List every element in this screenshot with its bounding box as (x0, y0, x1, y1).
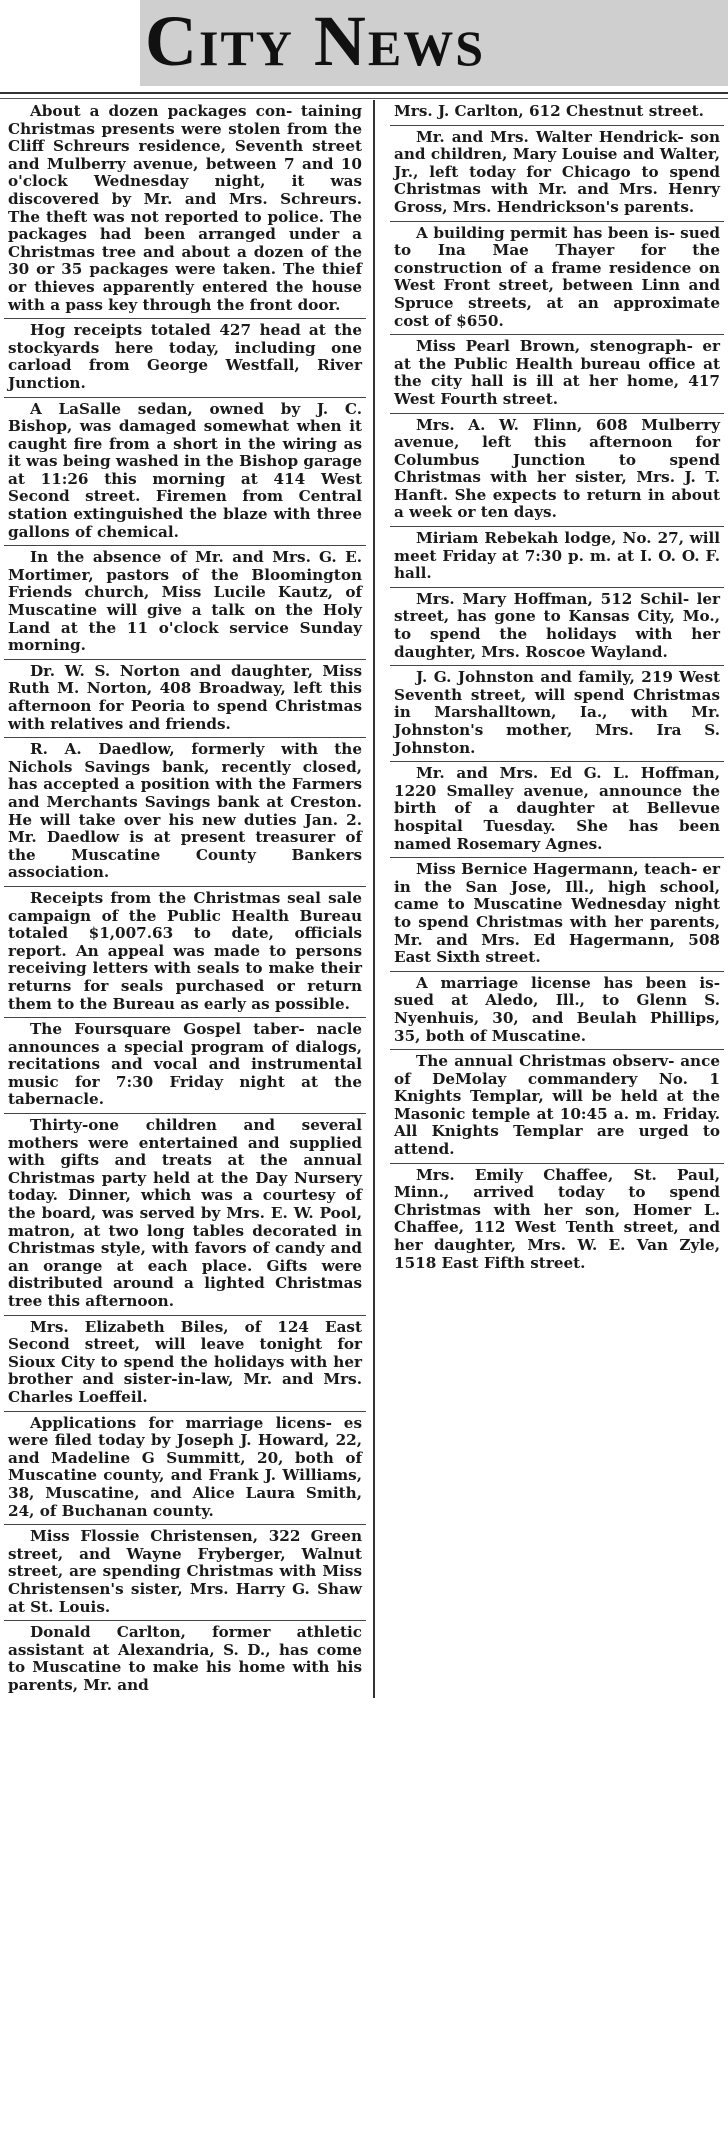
news-item-body: taining Christmas presents were stolen from the Cliff Schreurs residence, Seventh street and Mulberry avenue, between 7 and 10 o'clock Wednesday night, it was discovered by Mr. and Mrs. Schreurs. The theft was not reported to police. The packages had been arranged under a Christmas tree and about a dozen of the 30 or 35 packages were taken. The thief or thieves apparently entered the house with a pass key through the front door. (8, 102, 363, 314)
news-item (4, 1525, 366, 1621)
news-item (4, 319, 366, 397)
news-item-body: Miss Ruth M. Norton, 408 Broadway, left this afternoon for Peoria to spend Christmas with relatives and friends. (8, 661, 363, 733)
news-item-lead: Receipts from the Christmas (30, 888, 281, 907)
news-item-body: avenue, left this afternoon for Columbus Junction to spend Christmas with her sister, Mrs. J. T. Hanft. She expects to return in about a week or ten days. (394, 433, 720, 522)
news-item-lead: Miss Flossie Christensen, 322 (30, 1527, 301, 1546)
news-item (4, 738, 366, 887)
news-item-lead: The Foursquare Gospel taber- (30, 1020, 305, 1039)
news-item (4, 660, 366, 738)
news-item-lead: A LaSalle sedan, owned by J. C. (30, 399, 362, 418)
news-item-body: Mrs. J. Carlton, 612 Chestnut street. (394, 102, 704, 120)
news-item (4, 100, 366, 319)
news-item-body: son and children, Mary Louise and Walter, Jr., left today for Chicago to spend Christmas with Mr. and Mrs. Henry Gross, Mrs. Hendrickson's parents. (394, 127, 721, 216)
news-item-body: ance of DeMolay commandery No. 1 Knights Templar, will be held at the Masonic temple at 10:45 a. m. Friday. All Knights Templar are urged to attend. (394, 1052, 721, 1159)
news-item-lead: Mrs. A. W. Flinn, 608 Mulberry (416, 415, 720, 434)
news-item (4, 1316, 366, 1412)
news-item-lead: A marriage license has been is- (416, 973, 720, 992)
news-item-lead: Mrs. Elizabeth Biles, of 124 East (30, 1317, 362, 1336)
news-item-lead: Applications for marriage licens- (30, 1413, 332, 1432)
news-item-lead: Mr. and Mrs. Walter Hendrick- (416, 127, 684, 146)
news-item-body: Bishop, was damaged somewhat when it caught fire from a short in the wiring as it was being washed in the Bishop garage at 11:26 this morning at 414 West Second street. Firemen from Central station extinguished the blaze with three gallons of chemical. (8, 417, 362, 541)
news-item-lead: J. G. Johnston and family, 219 (416, 668, 674, 687)
news-item (4, 887, 366, 1018)
right-column (390, 100, 724, 1276)
masthead-rule (0, 92, 728, 99)
news-item (4, 1114, 366, 1316)
news-item-lead: Thirty-one children and several (30, 1116, 362, 1135)
news-item (390, 858, 724, 972)
news-item (390, 335, 724, 413)
news-item (390, 972, 724, 1050)
news-item-lead: Mrs. Mary Hoffman, 512 Schil- (416, 589, 690, 608)
news-item (390, 100, 724, 126)
news-item (390, 666, 724, 762)
news-item-lead: Miriam Rebekah lodge, No. 27, (416, 529, 685, 548)
news-item (390, 126, 724, 222)
news-item-body: West Seventh street, will spend Christmas in Marshalltown, Ia., with Mr. Johnston's mother, Mrs. Ira S. Johnston. (394, 668, 721, 757)
news-item-lead: Miss Pearl Brown, stenograph- (416, 337, 693, 356)
news-item (390, 222, 724, 336)
news-item-lead: R. A. Daedlow, formerly with (30, 740, 319, 759)
news-item (390, 1164, 724, 1277)
page-title: City News (145, 1, 486, 81)
news-item-lead: Dr. W. S. Norton and daughter, (30, 661, 314, 680)
news-item (390, 762, 724, 858)
news-item-body: Green street, and Wayne Fryberger, Walnut street, are spending Christmas with Miss Christensen's sister, Mrs. Harry G. Shaw at St. Louis. (8, 1527, 362, 1616)
news-item-lead: Mr. and Mrs. Ed G. L. Hoffman, (416, 764, 720, 783)
news-item-lead: About a dozen packages con- (30, 102, 293, 120)
news-item (390, 588, 724, 666)
news-item (390, 414, 724, 528)
news-item-body: sued to Ina Mae Thayer for the construction of a frame residence on West Front street, between Linn and Spruce streets, at an approximate cost of $650. (394, 223, 721, 330)
news-item-body: G. E. Mortimer, pastors of the Bloomington Friends church, Miss Lucile Kautz, of Muscatine will give a talk on the Holy Land at the 11 o'clock service Sunday morning. (8, 548, 362, 655)
news-item-body: 1220 Smalley avenue, announce the birth of a daughter at Bellevue hospital Tuesday. She has been named Rosemary Agnes. (394, 781, 720, 853)
news-item-body: es were filed today by Joseph J. Howard, 22, and Madeline G Summitt, 20, both of Muscatine county, and Frank J. Williams, 38, Muscatine, and Alice Laura Smith, 24, of Buchanan county. (8, 1413, 362, 1520)
news-item-lead: Hog receipts totaled 427 head (30, 321, 301, 340)
news-item (4, 1412, 366, 1526)
news-item-body: will meet Friday at 7:30 p. m. at I. O. O. F. hall. (394, 529, 721, 583)
news-item-body: nacle announces a special program of dialogs, recitations and vocal and instrumental music for 7:30 Friday night at the tabernacle. (8, 1020, 362, 1109)
news-item-body: the Nichols Savings bank, recently closed, has accepted a position with the Farmers and Merchants Savings bank at Creston. He will take over his new duties Jan. 2. Mr. Daedlow is at present treasurer of the Muscatine County Bankers association. (8, 740, 362, 882)
column-divider (373, 100, 375, 1698)
news-item (4, 546, 366, 660)
news-item-lead: A building permit has been is- (416, 223, 676, 242)
news-item (390, 1050, 724, 1164)
news-item (4, 398, 366, 547)
news-item-lead: The annual Christmas observ- (416, 1052, 675, 1071)
news-item-body: at the stockyards here today, including one carload from George Westfall, River Junction. (8, 321, 362, 392)
news-item-body: seal sale campaign of the Public Health Bureau totaled $1,007.63 to date, officials report. An appeal was made to persons receiving letters with seals to make their returns for seals purchased or return them to the Bureau as early as possible. (8, 888, 362, 1013)
news-item-lead: Donald Carlton, former athletic (30, 1623, 362, 1642)
news-item-body: Minn., arrived today to spend Christmas with her son, Homer L. Chaffee, 112 West Tenth street, and her daughter, Mrs. W. E. Van Zyle, 1518 East Fifth street. (394, 1183, 720, 1272)
news-item-body: mothers were entertained and supplied with gifts and treats at the annual Christmas party held at the Day Nursery today. Dinner, which was a courtesy of the board, was served by Mrs. E. W. Pool, matron, at two long tables decorated in Christmas style, with favors of candy and an orange at each place. Gifts were distributed around a lighted Christmas tree this afternoon. (8, 1133, 362, 1310)
news-item (390, 527, 724, 588)
news-item (4, 1018, 366, 1114)
news-item-lead: In the absence of Mr. and Mrs. (30, 548, 311, 567)
news-item-body: er in the San Jose, Ill., high school, came to Muscatine Wednesday night to spend Christmas with her parents, Mr. and Mrs. Ed Hagermann, 508 East Sixth street. (394, 860, 720, 967)
news-item-lead: Miss Bernice Hagermann, teach- (416, 860, 698, 879)
news-item-body: sued at Aledo, Ill., to Glenn S. Nyenhuis, 30, and Beulah Phillips, 35, both of Muscatine. (394, 991, 720, 1045)
news-item-lead: Mrs. Emily Chaffee, St. Paul, (416, 1165, 720, 1184)
news-item-body: er at the Public Health bureau office at the city hall is ill at her home, 417 West Fourth street. (394, 337, 721, 408)
left-column (4, 100, 366, 1698)
news-item-body: Second street, will leave tonight for Sioux City to spend the holidays with her brother and sister-in-law, Mr. and Mrs. Charles Loeffeil. (8, 1335, 362, 1406)
news-item (4, 1621, 366, 1698)
news-item-body: ler street, has gone to Kansas City, Mo., to spend the holidays with her daughter, Mrs. Roscoe Wayland. (394, 589, 720, 661)
news-item-body: assistant at Alexandria, S. D., has come to Muscatine to make his home with his parents, Mr. and (8, 1640, 362, 1694)
